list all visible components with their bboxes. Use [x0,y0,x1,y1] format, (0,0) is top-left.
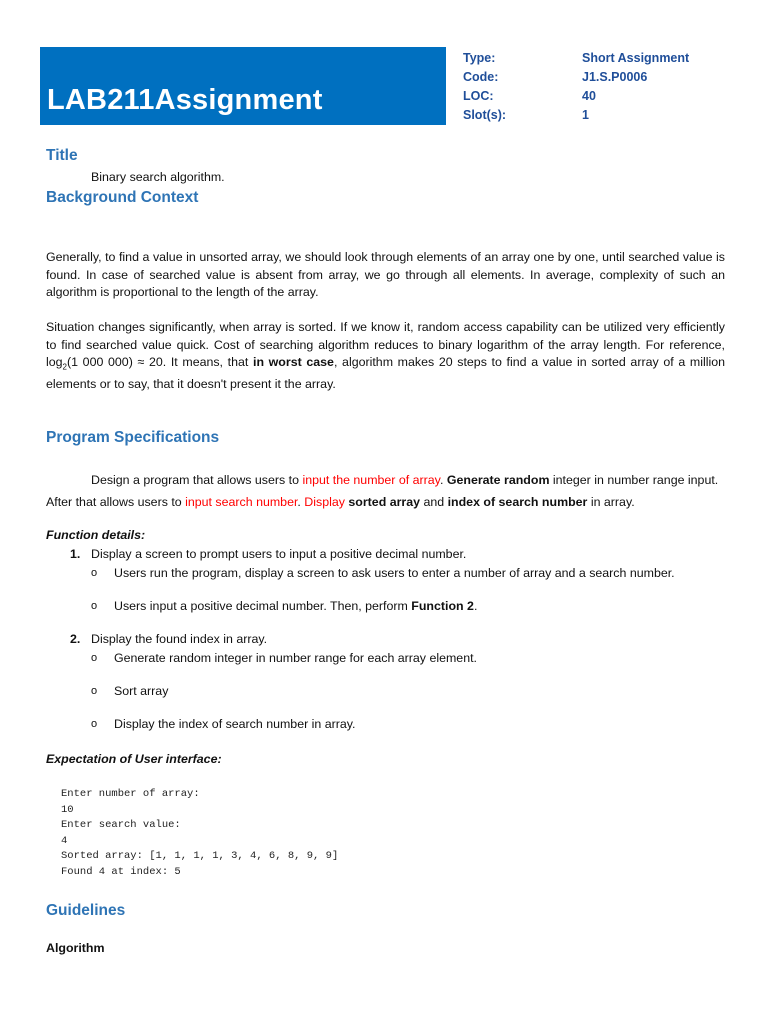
bullet-icon: o [91,652,98,664]
function-2-number: 2. [70,632,81,646]
specs-paragraph: Design a program that allows users to input the number of array. Generate random integer in number range input. After that allows users to input search number. Display sorted array and index of search number in array. [46,473,719,509]
function-1-number: 1. [70,547,81,561]
function-2-text: Display the found index in array. [91,632,268,646]
guidelines-algorithm-label: Algorithm [46,941,105,955]
section-heading-specs: Program Specifications [46,429,220,446]
meta-label-loc: LOC: [463,89,494,103]
function-2-bullet-3: Display the index of search number in array. [114,717,356,731]
console-line: Sorted array: [1, 1, 1, 1, 3, 4, 6, 8, 9, 9] [61,850,339,863]
meta-label-slots: Slot(s): [463,108,507,122]
function-1-bullet-2: Users input a positive decimal number. Then, perform Function 2. [114,599,478,613]
title-text: Binary search algorithm. [91,170,225,184]
bullet-icon: o [91,718,98,730]
background-paragraph-1: Generally, to find a value in unsorted array, we should look through elements of an array one by one, until searched value is found. In case of searched value is absent from array, we go through all elements. In average, complexity of such an algorithm is proportional to the length of the array. [46,250,725,299]
meta-value-type: Short Assignment [582,51,690,65]
background-paragraph-2: Situation changes significantly, when array is sorted. If we know it, random access capability can be utilized very efficiently to find searched value quick. Cost of searching algorithm reduces to binary logarithm of the array length. For reference, $\log_2(1$ 000 000) ≈ 20. It means, that in worst case, algorithm makes 20 steps to find a value in sorted array of a million elements or to say, that it doesn't present it the array. [46,320,725,391]
meta-value-slots: 1 [582,108,589,122]
section-heading-guidelines: Guidelines [46,902,126,919]
console-line: 4 [61,834,68,847]
function-2-bullet-1: Generate random integer in number range for each array element. [114,651,477,665]
meta-value-code: J1.S.P0006 [582,70,648,84]
function-1-bullet-1: Users run the program, display a screen to ask users to enter a number of array and a search number. [114,566,675,580]
bullet-icon: o [91,567,98,579]
bullet-icon: o [91,600,98,612]
meta-label-code: Code: [463,70,499,84]
section-heading-title: Title [46,147,78,164]
function-1-text: Display a screen to prompt users to input a positive decimal number. [91,547,467,561]
console-output [61,787,338,881]
console-line: 10 [61,803,74,816]
console-line: Enter search value: [61,819,181,832]
meta-value-loc: 40 [582,89,596,103]
function-2-bullet-2: Sort array [114,684,169,698]
section-heading-background: Background Context [46,189,199,206]
function-details-heading: Function details: [46,528,146,542]
console-line: Found 4 at index: 5 [61,865,181,878]
bullet-icon: o [91,685,98,697]
console-line: Enter number of array: [61,788,200,800]
document-title: LAB211Assignment [47,84,323,116]
meta-label-type: Type: [463,51,496,65]
ui-expectation-heading: Expectation of User interface: [46,752,222,766]
